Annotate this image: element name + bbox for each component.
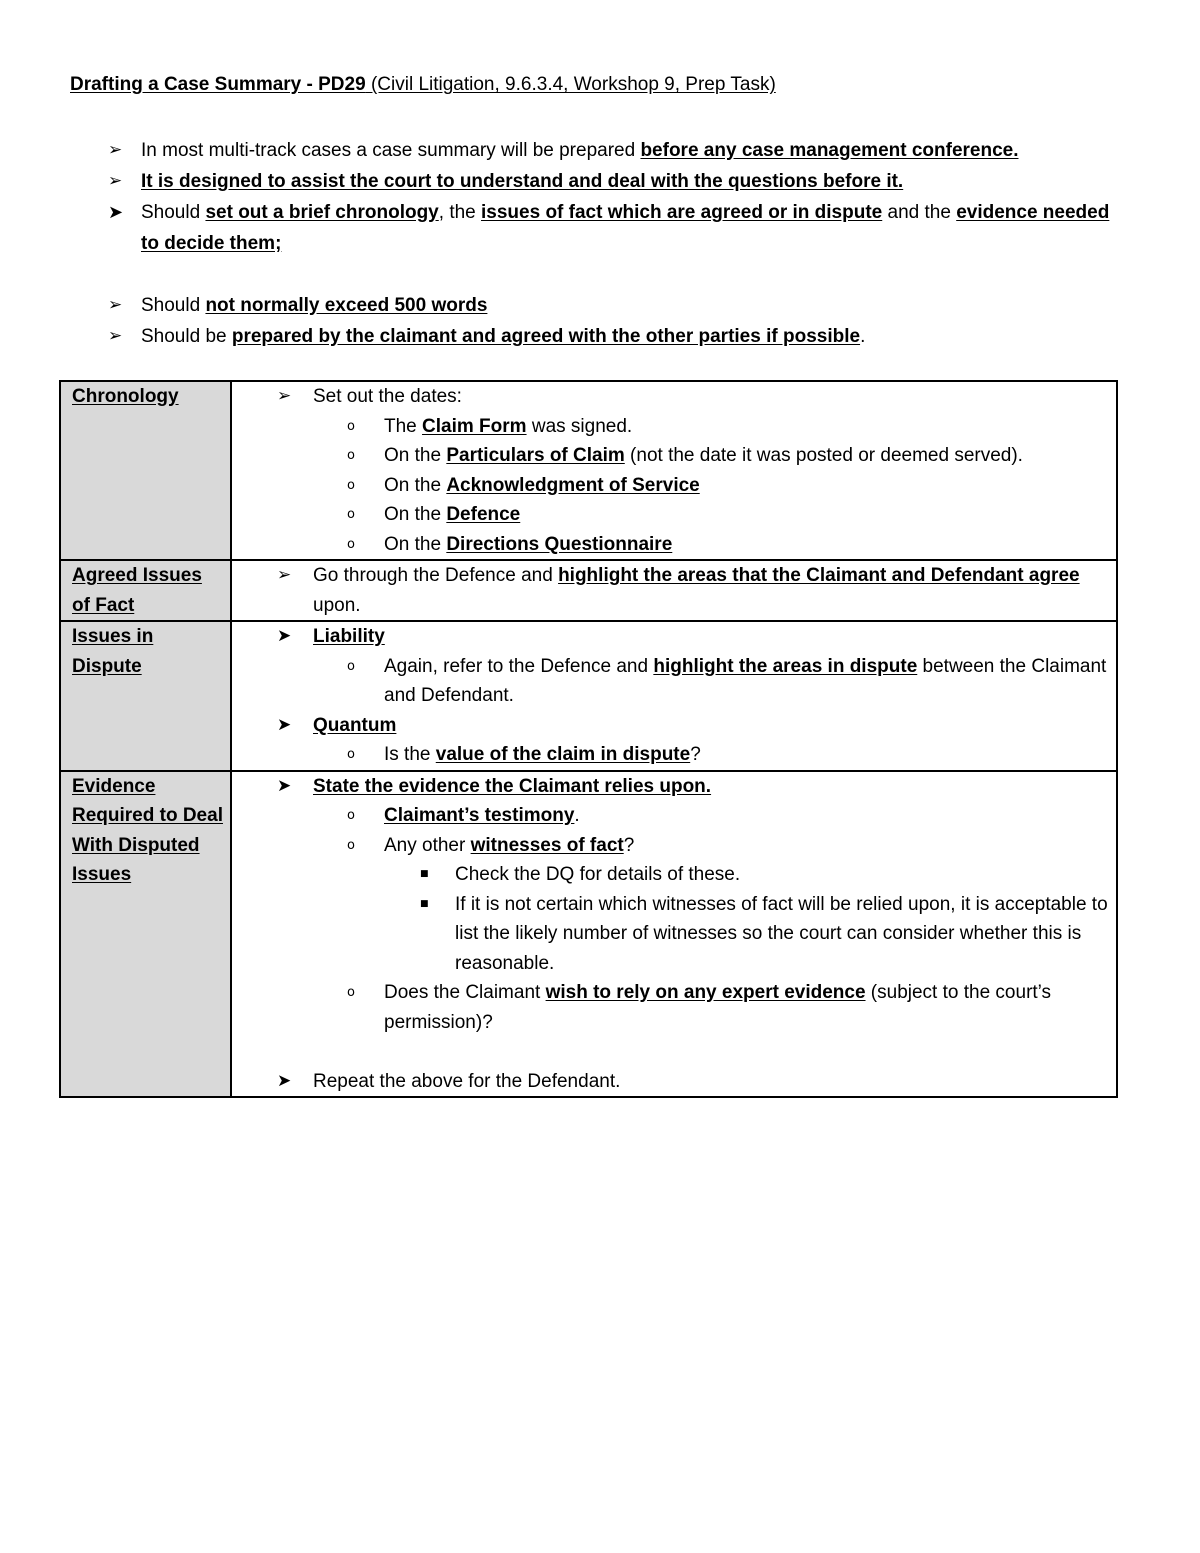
arrow-bullet-icon: ➢	[108, 326, 123, 346]
table-row-chronology	[60, 381, 1117, 560]
arrow-bullet-icon: ➢	[108, 140, 123, 160]
circle-bullet-icon: o	[347, 477, 355, 493]
arrow-bullet-icon: ➤	[277, 775, 292, 796]
list-item: ■ Check the DQ for details of these.	[277, 860, 1108, 890]
spacer	[277, 1037, 1108, 1067]
title-rest: (Civil Litigation, 9.6.3.4, Workshop 9, Prep Task)	[365, 74, 776, 95]
row-heading: Chronology	[60, 381, 231, 560]
list-item: o Is the value of the claim in dispute?	[277, 740, 1108, 770]
row-heading: Agreed Issues of Fact	[60, 560, 231, 621]
list-item: o Again, refer to the Defence and highlight the areas in dispute between the Claimant and Defendant.	[277, 652, 1108, 711]
square-bullet-icon: ■	[420, 898, 429, 909]
arrow-bullet-icon: ➢	[277, 386, 292, 406]
document-title	[70, 74, 776, 96]
circle-bullet-icon: o	[347, 536, 355, 552]
row-heading: Issues in Dispute	[60, 621, 231, 771]
spacer	[108, 259, 1118, 290]
list-item: o The Claim Form was signed.	[277, 412, 1108, 442]
arrow-bullet-icon: ➤	[277, 626, 292, 646]
row-content	[231, 621, 1117, 771]
list-item: o On the Acknowledgment of Service	[277, 471, 1108, 501]
circle-bullet-icon: o	[347, 837, 355, 853]
list-item: ➤ Liability	[277, 622, 1108, 652]
intro-bullet: ➢ Should not normally exceed 500 words	[108, 290, 1118, 321]
list-item: o On the Particulars of Claim (not the date it was posted or deemed served).	[277, 441, 1108, 471]
title-main: Drafting a Case Summary - PD29	[70, 74, 366, 95]
circle-bullet-icon: o	[347, 448, 355, 463]
list-item: o On the Defence	[277, 500, 1108, 530]
circle-bullet-icon: o	[347, 418, 355, 434]
arrow-bullet-icon: ➤	[108, 202, 124, 223]
list-item: ➤ Repeat the above for the Defendant.	[277, 1067, 1108, 1097]
list-item: o Claimant’s testimony.	[277, 801, 1108, 831]
row-content	[231, 381, 1117, 560]
row-content	[231, 560, 1117, 621]
circle-bullet-icon: o	[347, 985, 355, 1000]
row-content	[231, 771, 1117, 1098]
table-row-agreed	[60, 560, 1117, 621]
row-heading: Evidence Required to Deal With Disputed Issues	[60, 771, 231, 1098]
arrow-bullet-icon: ➤	[277, 1070, 292, 1091]
circle-bullet-icon: o	[347, 658, 355, 674]
circle-bullet-icon: o	[347, 808, 355, 823]
intro-bullet: ➢ Should be prepared by the claimant and agreed with the other parties if possible.	[108, 321, 1118, 352]
list-item: o On the Directions Questionnaire	[277, 530, 1108, 560]
table-row-dispute	[60, 621, 1117, 771]
arrow-bullet-icon: ➢	[277, 565, 292, 585]
table-row-evidence	[60, 771, 1117, 1098]
arrow-bullet-icon: ➢	[108, 295, 123, 315]
arrow-bullet-icon: ➤	[277, 714, 292, 735]
arrow-bullet-icon: ➢	[108, 171, 123, 191]
intro-bullet: ➢ It is designed to assist the court to understand and deal with the questions before it.	[108, 166, 1118, 197]
list-item: ➤ Quantum	[277, 711, 1108, 741]
list-item: o Any other witnesses of fact?	[277, 831, 1108, 861]
case-summary-table	[59, 380, 1118, 1098]
square-bullet-icon: ■	[420, 869, 429, 879]
circle-bullet-icon: o	[347, 747, 355, 762]
list-item: ➢ Go through the Defence and highlight the areas that the Claimant and Defendant agree upon.	[277, 561, 1108, 620]
intro-bullet: ➤ Should set out a brief chronology, the issues of fact which are agreed or in dispute and the evidence needed to decide them;	[108, 197, 1118, 259]
list-item: o Does the Claimant wish to rely on any expert evidence (subject to the court’s permission)?	[277, 978, 1108, 1037]
list-item: ■ If it is not certain which witnesses of fact will be relied upon, it is acceptable to list the likely number of witnesses so the court can consider whether this is reasonable.	[277, 890, 1108, 979]
intro-bullet: ➢ In most multi-track cases a case summary will be prepared before any case management conference.	[108, 135, 1118, 166]
list-item: ➤ State the evidence the Claimant relies upon.	[277, 772, 1108, 802]
list-item: ➢ Set out the dates:	[277, 382, 1108, 412]
intro-bullet-list	[108, 135, 1118, 352]
circle-bullet-icon: o	[347, 507, 355, 522]
